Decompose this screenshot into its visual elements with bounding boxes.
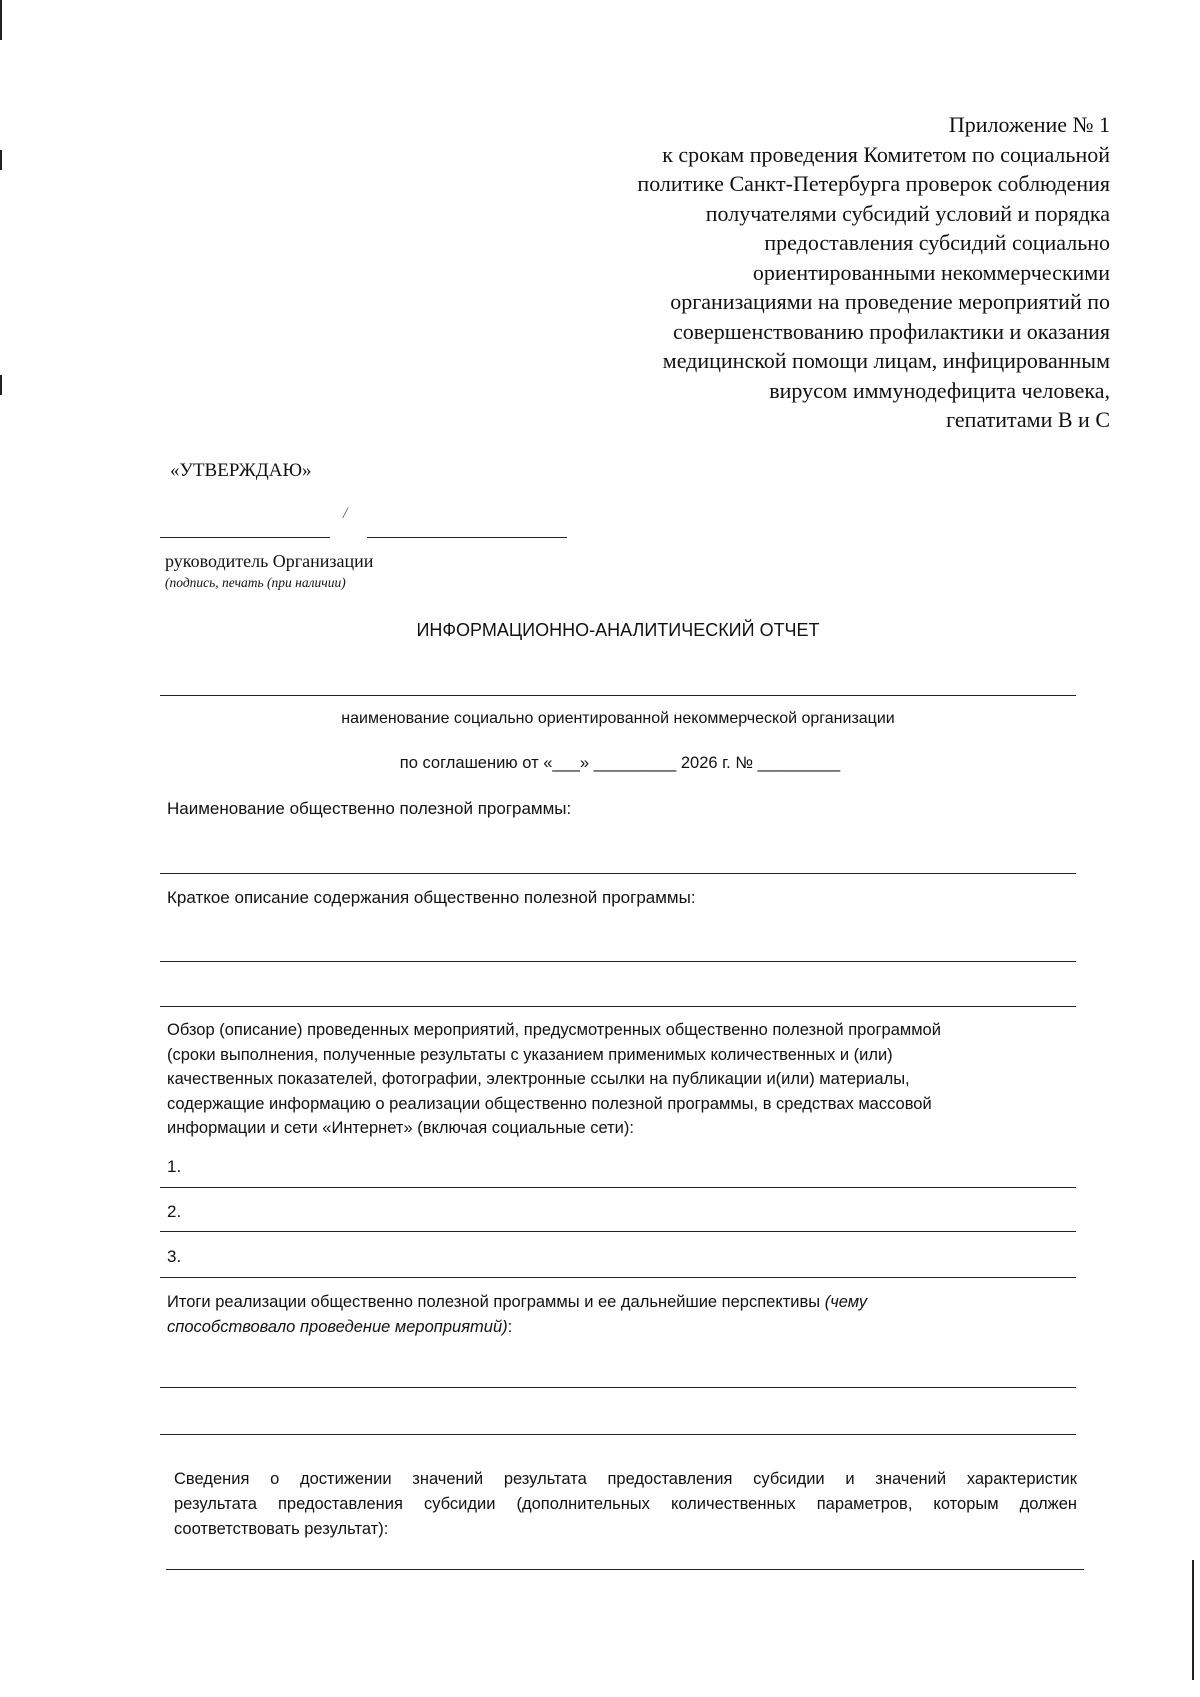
scan-edge-mark [0,375,2,395]
appendix-line: Приложение № 1 [948,112,1110,137]
scan-edge-mark [0,150,2,170]
results-label: Итоги реализации общественно полезной программы и ее дальнейшие перспективы [167,1293,821,1311]
overview-line: Обзор (описание) проведенных мероприятий, предусмотренных общественно полезной программой [167,1021,941,1039]
achievement-line: Сведения о достижении значений результата предоставления субсидии и значений характеристик [174,1470,1077,1488]
appendix-line: медицинской помощи лицам, инфицированным [662,348,1110,373]
overview-line: (сроки выполнения, полученные результаты с указанием применимых количественных и (или) [167,1045,893,1064]
achievement-line: соответствовать результат): [174,1520,389,1538]
overview-line: информации и сети «Интернет» (включая социальные сети): [167,1119,634,1137]
overview-line: содержащие информацию о реализации общественно полезной программы, в средствах массовой [167,1094,932,1113]
scan-edge-mark [1192,1560,1194,1680]
program-desc-line-2 [160,1006,1076,1007]
appendix-line: совершенствованию профилактики и оказания [672,318,1110,344]
signer-label: руководитель Организации [165,551,374,571]
appendix-header [550,110,1110,435]
results-note-cont: способствовало проведение мероприятий) [167,1318,508,1336]
appendix-line: ориентированными некоммерческими [752,259,1110,285]
appendix-line: гепатитами В и С [946,407,1110,432]
achievement-line-field [166,1569,1084,1570]
numbered-item-1: 1. [167,1157,182,1176]
item-2-line [160,1231,1076,1232]
item-3-line [160,1277,1076,1278]
program-name-label: Наименование общественно полезной программы: [167,799,572,818]
overview-line: качественных показателей, фотографии, электронные ссылки на публикации и(или) материалы, [167,1070,910,1088]
results-note: (чему [824,1293,868,1311]
results-paragraph [167,1290,1097,1340]
results-line-1 [160,1387,1076,1388]
achievement-paragraph [174,1467,1077,1542]
appendix-line: получателями субсидий условий и порядка [705,200,1110,226]
results-colon: : [507,1318,513,1336]
overview-paragraph [167,1018,1097,1141]
signer-note: (подпись, печать (при наличии) [165,575,346,590]
appendix-line: предоставления субсидий социально [764,230,1110,255]
appendix-line: политике Санкт-Петербурга проверок соблюдения [637,171,1110,196]
org-name-field-line [160,695,1076,696]
approval-title: «УТВЕРЖДАЮ» [170,460,312,481]
org-name-caption: наименование социально ориентированной некоммерческой организации [341,710,895,727]
appendix-line: к срокам проведения Комитетом по социальной [662,141,1110,167]
numbered-item-2: 2. [167,1202,182,1221]
appendix-line: вирусом иммунодефицита человека, [769,377,1110,403]
agreement-line: по соглашению от «___» _________ 2026 г. № _________ [399,754,841,772]
scan-edge-mark [0,0,2,40]
achievement-line: результата предоставления субсидии (дополнительных количественных параметров, которым должен [174,1495,1077,1513]
signature-line [160,537,330,538]
program-name-line [160,873,1076,874]
appendix-line: организациями на проведение мероприятий по [670,289,1110,314]
numbered-item-3: 3. [167,1247,182,1266]
program-desc-line-1 [160,961,1076,962]
report-title: ИНФОРМАЦИОННО-АНАЛИТИЧЕСКИЙ ОТЧЕТ [416,620,820,640]
item-1-line [160,1187,1076,1188]
results-line-2 [160,1434,1076,1435]
name-line [367,537,567,538]
approval-separator: / [343,505,348,522]
program-desc-label: Краткое описание содержания общественно полезной программы: [167,888,696,907]
